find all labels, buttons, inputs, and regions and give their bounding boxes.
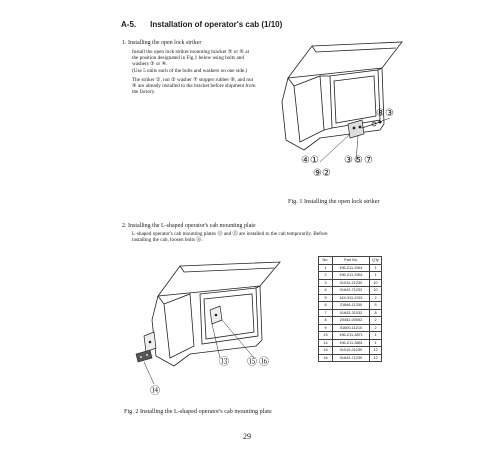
step1-line: Install the open lock striker mounting bracket ⑤ or ⑥ at bbox=[132, 49, 250, 55]
parts-table-header-row bbox=[319, 257, 382, 265]
cell-qty: 5 bbox=[370, 302, 382, 310]
figure2-callout-13 bbox=[219, 353, 229, 368]
cell-no: 3 bbox=[319, 279, 333, 287]
cell-partno: 196-Z11-3881 bbox=[333, 339, 370, 347]
cell-partno: 20452-00062 bbox=[333, 317, 370, 325]
parts-col-partno: Part No. bbox=[333, 257, 370, 265]
cell-partno: 196-Z11-3351 bbox=[333, 272, 370, 280]
table-row bbox=[319, 332, 382, 340]
cell-no: 16 bbox=[319, 354, 333, 362]
cell-no: 4 bbox=[319, 287, 333, 295]
figure1-callouts-left bbox=[301, 155, 319, 166]
step1-line: ⑨ are already installed to the bracket before shipment from bbox=[132, 83, 256, 90]
table-row bbox=[319, 302, 382, 310]
step1-line: The striker ①, nut ② washer ⑦ stopper rubber ⑧, and nut bbox=[132, 76, 254, 83]
step2-body bbox=[132, 231, 328, 243]
parts-col-qty: Q'ty bbox=[370, 257, 382, 265]
leader-lines-2 bbox=[144, 320, 254, 384]
section-code: A-5. bbox=[121, 20, 137, 29]
table-row bbox=[319, 309, 382, 317]
cell-qty: 10 bbox=[370, 287, 382, 295]
parts-col-no: No. bbox=[319, 257, 333, 265]
cell-no: 15 bbox=[319, 347, 333, 355]
step2-line: installing the cab, loosen bolts ⑯. bbox=[132, 237, 203, 244]
cell-partno: 01600-11210 bbox=[333, 324, 370, 332]
step1-line: (Use 5 units each of the bolts and washers on one side.) bbox=[132, 67, 248, 74]
cell-no: 1 bbox=[319, 264, 333, 272]
callout-label: ⑤ bbox=[353, 155, 364, 166]
step1-heading: 1. Installing the open lock striker bbox=[122, 40, 202, 46]
table-row bbox=[319, 294, 382, 302]
cell-no: 6 bbox=[319, 302, 333, 310]
table-row bbox=[319, 354, 382, 362]
cell-partno: 21846-11330 bbox=[333, 302, 370, 310]
step1-body bbox=[132, 49, 255, 95]
table-row bbox=[319, 339, 382, 347]
cell-partno: 01643-71230 bbox=[333, 354, 370, 362]
section-heading: Installation of operator's cab (1/10) bbox=[150, 20, 283, 29]
table-row bbox=[319, 287, 382, 295]
callout-label: ⑦ bbox=[363, 155, 374, 166]
callout-label: ③ bbox=[344, 155, 354, 166]
figure1-callouts-bottom bbox=[313, 168, 331, 179]
callout-label: ⑭ bbox=[150, 386, 160, 397]
cell-partno: 196-Z11-3341 bbox=[333, 264, 370, 272]
figure2-callouts-15-16 bbox=[247, 353, 271, 368]
cell-no: 7 bbox=[319, 309, 333, 317]
cell-partno: 01010-01230 bbox=[333, 347, 370, 355]
cell-no: 5 bbox=[319, 294, 333, 302]
callout-label: ⑬ bbox=[219, 357, 229, 368]
cell-no: 14 bbox=[319, 339, 333, 347]
figure2-caption: Fig. 2 Installing the L-shaped operator's cab mounting plate bbox=[124, 408, 272, 415]
cell-qty: 2 bbox=[370, 294, 382, 302]
section-title bbox=[121, 20, 282, 29]
cell-qty: 1 bbox=[370, 332, 382, 340]
table-row bbox=[319, 317, 382, 325]
figure1-callouts-upper bbox=[376, 108, 394, 119]
cell-qty: 1 bbox=[370, 339, 382, 347]
cell-qty: 12 bbox=[370, 354, 382, 362]
cell-qty: 2 bbox=[370, 324, 382, 332]
cell-qty: 8 bbox=[370, 309, 382, 317]
callout-label: ① bbox=[309, 155, 319, 166]
cell-qty: 1 bbox=[370, 264, 382, 272]
page-number: 29 bbox=[243, 432, 251, 441]
table-row bbox=[319, 279, 382, 287]
figure1-callouts-right bbox=[344, 155, 374, 166]
step1-line: washers ③ or ④. bbox=[132, 61, 168, 68]
table-row bbox=[319, 347, 382, 355]
step2-heading: 2. Installing the L-shaped operator's cab mounting plate bbox=[122, 223, 256, 229]
callout-label: ⑧ bbox=[376, 108, 385, 119]
table-row bbox=[319, 324, 382, 332]
cab-outline-1 bbox=[282, 42, 402, 150]
cell-no: 8 bbox=[319, 317, 333, 325]
cell-partno: 01643-31032 bbox=[333, 309, 370, 317]
callout-label: ② bbox=[321, 168, 331, 179]
callout-label: ⑮ bbox=[247, 357, 259, 368]
cell-partno: 196-Z11-3871 bbox=[333, 332, 370, 340]
cell-no: 13 bbox=[319, 332, 333, 340]
cell-no: 2 bbox=[319, 272, 333, 280]
l-mounting-plate-left bbox=[136, 332, 156, 362]
step2-line: L-shaped operator's cab mounting plates ⑬ and ⑮ are installed to the cab temporarily. Before bbox=[132, 231, 328, 237]
callout-label: ⑨ bbox=[313, 168, 322, 179]
figure1-caption: Fig. 1 Installing the open lock striker bbox=[288, 198, 380, 205]
cell-qty: 1 bbox=[370, 272, 382, 280]
figure2-cab-drawing bbox=[130, 258, 290, 398]
cell-no: 9 bbox=[319, 324, 333, 332]
figure2-callout-14 bbox=[150, 382, 160, 397]
cell-partno: 14X-911-1921 bbox=[333, 294, 370, 302]
callout-label: ④ bbox=[301, 155, 310, 166]
cell-qty: 10 bbox=[370, 279, 382, 287]
parts-table bbox=[318, 256, 382, 362]
step1-line: the factory. bbox=[132, 89, 156, 96]
cell-qty: 12 bbox=[370, 347, 382, 355]
cell-qty: 2 bbox=[370, 317, 382, 325]
l-mounting-plate-right bbox=[210, 306, 222, 324]
table-row bbox=[319, 264, 382, 272]
step1-line: the position designated in Fig.1 below using bolts and bbox=[132, 55, 244, 62]
callout-label: ③ bbox=[384, 108, 394, 119]
table-row bbox=[319, 272, 382, 280]
cell-partno: 01643-71232 bbox=[333, 287, 370, 295]
callout-label: ⑯ bbox=[259, 357, 271, 368]
cell-partno: 01010-21230 bbox=[333, 279, 370, 287]
